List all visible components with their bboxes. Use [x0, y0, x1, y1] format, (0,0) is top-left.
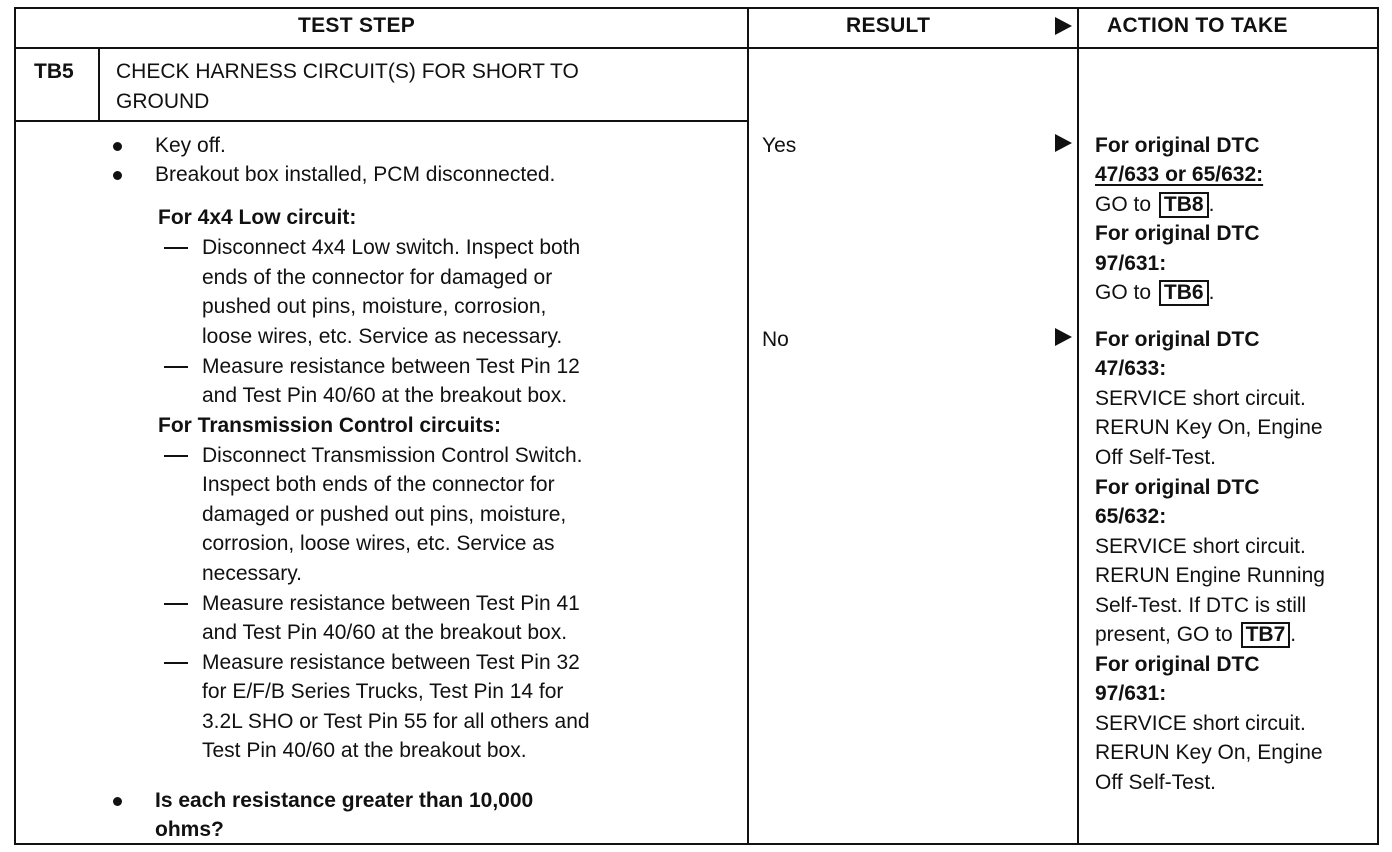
action-line: SERVICE short circuit. [1095, 535, 1306, 558]
header-bottom-border [14, 47, 1379, 49]
action-line: SERVICE short circuit. [1095, 387, 1306, 410]
header-result: RESULT [846, 14, 931, 37]
instruction-line: Measure resistance between Test Pin 12 [202, 355, 580, 378]
step-title-line-1: CHECK HARNESS CIRCUIT(S) FOR SHORT TO [116, 60, 579, 83]
table-top-border [14, 7, 1379, 9]
bullet-breakout-box: Breakout box installed, PCM disconnected. [155, 163, 556, 186]
instruction-line: Test Pin 40/60 at the breakout box. [202, 739, 527, 762]
action-line: For original DTC [1095, 328, 1260, 351]
dash-icon [164, 247, 188, 249]
action-line: present, GO to TB7 . [1095, 623, 1297, 646]
action-line: Off Self-Test. [1095, 446, 1216, 469]
action-line: RERUN Engine Running [1095, 564, 1325, 587]
step-ref-tb8[interactable]: TB8 [1159, 192, 1209, 218]
action-line: For original DTC [1095, 134, 1260, 157]
action-line: 47/633: [1095, 357, 1167, 380]
action-line: 97/631: [1095, 682, 1167, 705]
action-line: 97/631: [1095, 252, 1167, 275]
header-action: ACTION TO TAKE [1107, 14, 1288, 37]
go-to-text: GO to [1095, 281, 1152, 304]
header-arrow-icon [1055, 17, 1072, 35]
instruction-line: and Test Pin 40/60 at the breakout box. [202, 384, 568, 407]
action-dtc-underlined: 47/633 or 65/632: [1095, 163, 1264, 186]
step-title-bottom-border [14, 120, 748, 122]
result-no: No [762, 328, 789, 351]
instruction-line: loose wires, etc. Service as necessary. [202, 325, 563, 348]
subheading-transmission-control: For Transmission Control circuits: [158, 414, 502, 437]
dash-icon [164, 455, 188, 457]
step-id-divider [98, 47, 100, 122]
step-ref-tb7[interactable]: TB7 [1241, 622, 1291, 648]
instruction-line: Measure resistance between Test Pin 41 [202, 592, 580, 615]
step-id: TB5 [34, 60, 74, 83]
table-right-border [1377, 7, 1379, 845]
instruction-line: damaged or pushed out pins, moisture, [202, 503, 567, 526]
action-line: GO to TB8 . [1095, 193, 1215, 216]
instruction-line: Disconnect Transmission Control Switch. [202, 444, 583, 467]
instruction-line: Disconnect 4x4 Low switch. Inspect both [202, 236, 581, 259]
action-line: SERVICE short circuit. [1095, 712, 1306, 735]
instruction-line: and Test Pin 40/60 at the breakout box. [202, 621, 568, 644]
instruction-line: corrosion, loose wires, etc. Service as [202, 532, 555, 555]
header-test-step: TEST STEP [298, 14, 416, 37]
action-line: 65/632: [1095, 505, 1167, 528]
action-line: Off Self-Test. [1095, 771, 1216, 794]
result-action-divider [1077, 7, 1079, 845]
bullet-icon [113, 797, 122, 806]
action-line: For original DTC [1095, 222, 1260, 245]
action-line [1095, 160, 1263, 190]
table-left-border [14, 7, 16, 845]
go-to-text: GO to [1095, 193, 1152, 216]
question-line-2: ohms? [155, 818, 224, 841]
instruction-line: pushed out pins, moisture, corrosion, [202, 295, 547, 318]
instruction-line: ends of the connector for damaged or [202, 266, 553, 289]
dash-icon [164, 603, 188, 605]
dash-icon [164, 662, 188, 664]
bullet-icon [113, 142, 122, 151]
bullet-icon [113, 171, 122, 180]
action-line: GO to TB6 . [1095, 281, 1215, 304]
action-line: Self-Test. If DTC is still [1095, 594, 1307, 617]
instruction-line: for E/F/B Series Trucks, Test Pin 14 for [202, 680, 564, 703]
dash-icon [164, 366, 188, 368]
step-title-line-2: GROUND [116, 90, 210, 113]
go-to-text: present, GO to [1095, 623, 1233, 646]
question-line-1: Is each resistance greater than 10,000 [155, 789, 534, 812]
result-no-arrow-icon [1055, 328, 1072, 346]
subheading-4x4-low: For 4x4 Low circuit: [158, 206, 357, 229]
result-yes: Yes [762, 134, 797, 157]
step-ref-tb6[interactable]: TB6 [1159, 280, 1209, 306]
instruction-line: Measure resistance between Test Pin 32 [202, 651, 580, 674]
action-line: RERUN Key On, Engine [1095, 741, 1323, 764]
action-line: RERUN Key On, Engine [1095, 416, 1323, 439]
instruction-line: 3.2L SHO or Test Pin 55 for all others and [202, 710, 590, 733]
action-line: For original DTC [1095, 653, 1260, 676]
instruction-line: Inspect both ends of the connector for [202, 473, 555, 496]
bullet-key-off: Key off. [155, 134, 226, 157]
instruction-line: necessary. [202, 562, 302, 585]
action-line: For original DTC [1095, 476, 1260, 499]
test-step-result-divider [747, 7, 749, 845]
result-yes-arrow-icon [1055, 134, 1072, 152]
